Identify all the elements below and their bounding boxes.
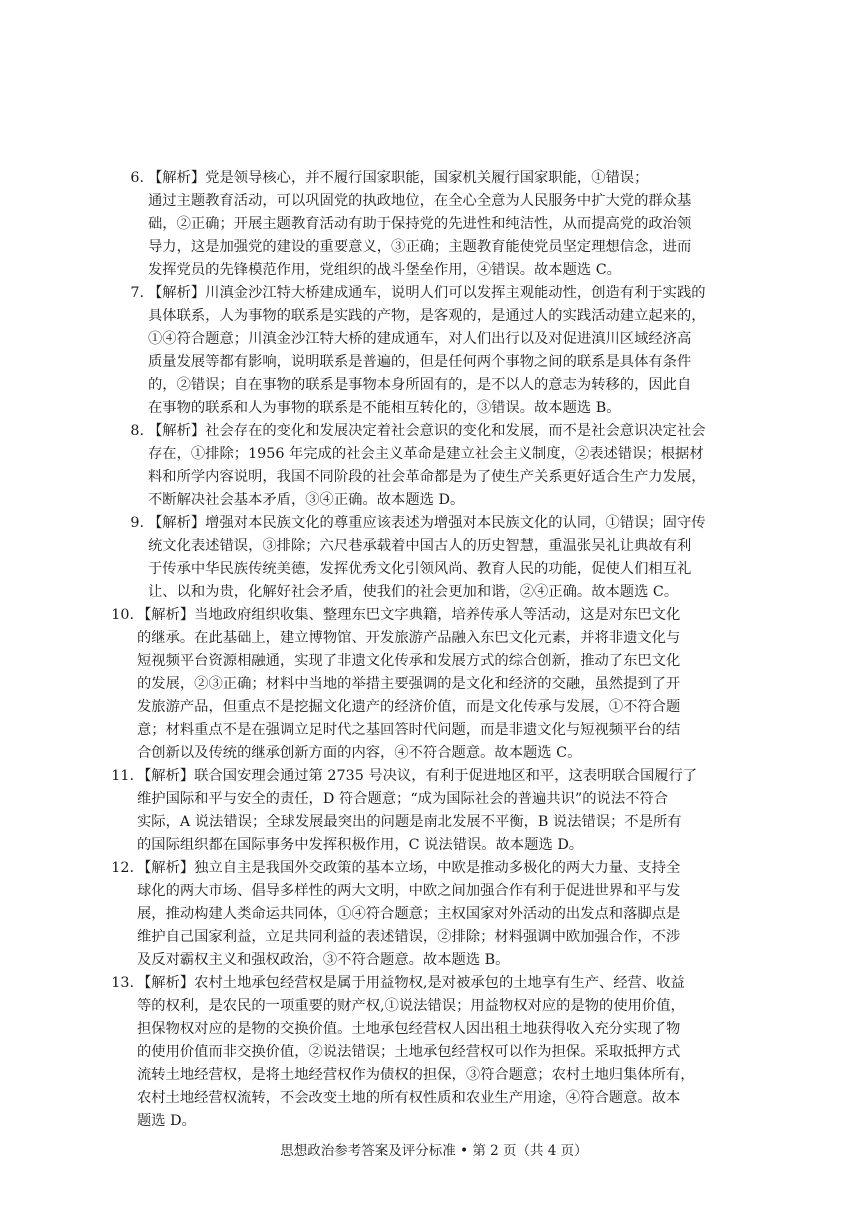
analysis-line: 通过主题教育活动，可以巩固党的执政地位，在全心全意为人民服务中扩大党的群众基: [148, 193, 692, 209]
analysis-line-first: 【解析】社会存在的变化和发展决定着社会意识的变化和发展，而不是社会意识决定社会: [148, 423, 706, 439]
answer-item: [137, 765, 737, 857]
analysis-line: 存在，①排除；1956 年完成的社会主义革命是建立社会主义制度，②表述错误；根据材: [148, 446, 704, 462]
analysis-line: 流转土地经营权，是将土地经营权作为债权的担保，③符合题意；农村土地归集体所有，: [137, 1067, 695, 1083]
analysis-line: 意；材料重点不是在强调立足时代之基回答时代问题，而是非遗文化与短视频平台的结: [137, 722, 681, 738]
analysis-line: 具体联系，人为事物的联系是实践的产物，是客观的，是通过人的实践活动建立起来的，: [148, 308, 706, 324]
item-number: 9.: [130, 515, 144, 531]
analysis-line: 料和所学内容说明，我国不同阶段的社会革命都是为了使生产关系更好适合生产力发展，: [148, 469, 706, 485]
answer-item: [148, 282, 737, 420]
item-number: 12.: [111, 860, 134, 876]
analysis-line: ①④符合题意；川滇金沙江特大桥的建成通车，对人们出行以及对促进滇川区域经济高: [148, 331, 692, 347]
analysis-line: 导力，这是加强党的建设的重要意义，③正确；主题教育能使党员坚定理想信念，进而: [148, 239, 692, 255]
analysis-line: 发旅游产品，但重点不是挖掘文化遗产的经济价值，而是文化传承与发展，①不符合题: [137, 699, 681, 715]
analysis-line: 合创新以及传统的继承创新方面的内容，④不符合题意。故本题选 C。: [137, 745, 582, 761]
analysis-line: 担保物权对应的是物的交换价值。土地承包经营权人因出租土地获得收入充分实现了物: [137, 1021, 681, 1037]
analysis-line: 础，②正确；开展主题教育活动有助于保持党的先进性和纯洁性，从而提高党的政治领: [148, 216, 692, 232]
analysis-line: 在事物的联系和人为事物的联系是不能相互转化的，③错误。故本题选 B。: [148, 400, 621, 416]
analysis-line: 维护自己国家利益，立足共同利益的表述错误，②排除；材料强调中欧加强合作，不涉: [137, 929, 681, 945]
analysis-line-first: 【解析】联合国安理会通过第 2735 号决议，有利于促进地区和平，这表明联合国履行了: [137, 768, 698, 784]
analysis-line: 统文化表述错误，③排除；六尺巷承载着中国古人的历史智慧，重温张吴礼让典故有利: [148, 538, 692, 554]
answer-item: [148, 167, 737, 282]
analysis-line: 实际，A 说法错误；全球发展最突出的问题是南北发展不平衡，B 说法错误；不是所有: [137, 814, 682, 830]
analysis-line: 维护国际和平与安全的责任，D 符合题意；“成为国际社会的普遍共识”的说法不符合: [137, 791, 669, 807]
analysis-line: 等的权利，是农民的一项重要的财产权,①说法错误；用益物权对应的是物的使用价值，: [137, 998, 685, 1014]
analysis-line: 的发展，②③正确；材料中当地的举措主要强调的是文化和经济的交融，虽然提到了开: [137, 676, 681, 692]
analysis-line: 球化的两大市场、倡导多样性的两大文明，中欧之间加强合作有利于促进世界和平与发: [137, 883, 681, 899]
analysis-line-first: 【解析】增强对本民族文化的尊重应该表述为增强对本民族文化的认同，①错误；固守传: [148, 515, 706, 531]
analysis-line: 发挥党员的先锋模范作用，党组织的战斗堡垒作用，④错误。故本题选 C。: [148, 262, 621, 278]
analysis-line-first: 【解析】党是领导核心，并不履行国家职能，国家机关履行国家职能，①错误；: [148, 170, 649, 186]
analysis-line: 的，②错误；自在事物的联系是事物本身所固有的，是不以人的意志为转移的，因此自: [148, 377, 692, 393]
analysis-line: 让、以和为贵，化解好社会矛盾，使我们的社会更加和谐，②④正确。故本题选 C。: [148, 584, 679, 600]
analysis-line: 的使用价值而非交换价值，②说法错误；土地承包经营权可以作为担保。采取抵押方式: [137, 1044, 681, 1060]
analysis-line-first: 【解析】当地政府组织收集、整理东巴文字典籍，培养传承人等活动，这是对东巴文化: [137, 607, 681, 623]
analysis-line: 质量发展等都有影响，说明联系是普遍的，但是任何两个事物之间的联系是具体有条件: [148, 354, 692, 370]
item-number: 11.: [111, 768, 134, 784]
analysis-line: 及反对霸权主义和强权政治，③不符合题意。故本题选 B。: [137, 952, 510, 968]
answer-item: [137, 972, 737, 1133]
analysis-line: 于传承中华民族传统美德，发挥优秀文化引领风尚、教育人民的功能，促使人们相互礼: [148, 561, 692, 577]
item-number: 10.: [111, 607, 134, 623]
item-number: 6.: [130, 170, 144, 186]
analysis-line: 农村土地经营权流转，不会改变土地的所有权性质和农业生产用途，④符合题意。故本: [137, 1090, 681, 1106]
item-number: 8.: [130, 423, 144, 439]
answer-item: [137, 857, 737, 972]
analysis-line: 不断解决社会基本矛盾，③④正确。故本题选 D。: [148, 492, 465, 508]
page-footer: 思想政治参考答案及评分标准 • 第 2 页（共 4 页）: [280, 1143, 588, 1159]
analysis-line: 题选 D。: [137, 1113, 196, 1129]
answer-item: [148, 512, 737, 604]
item-number: 7.: [130, 285, 144, 301]
analysis-line: 的国际组织都在国际事务中发挥积极作用，C 说法错误。故本题选 D。: [137, 837, 584, 853]
analysis-line: 短视频平台资源相融通，实现了非遗文化传承和发展方式的综合创新，推动了东巴文化: [137, 653, 681, 669]
item-number: 13.: [111, 975, 134, 991]
answer-item: [137, 604, 737, 765]
analysis-line: 展，推动构建人类命运共同体，①④符合题意；主权国家对外活动的出发点和落脚点是: [137, 906, 681, 922]
analysis-line: 的继承。在此基础上，建立博物馆、开发旅游产品融入东巴文化元素，并将非遗文化与: [137, 630, 681, 646]
answer-item: [148, 420, 737, 512]
analysis-line-first: 【解析】农村土地承包经营权是属于用益物权,是对被承包的土地享有生产、经营、收益: [137, 975, 685, 991]
analysis-line-first: 【解析】独立自主是我国外交政策的基本立场，中欧是推动多极化的两大力量、支持全: [137, 860, 681, 876]
analysis-line-first: 【解析】川滇金沙江特大桥建成通车，说明人们可以发挥主观能动性，创造有利于实践的: [148, 285, 706, 301]
